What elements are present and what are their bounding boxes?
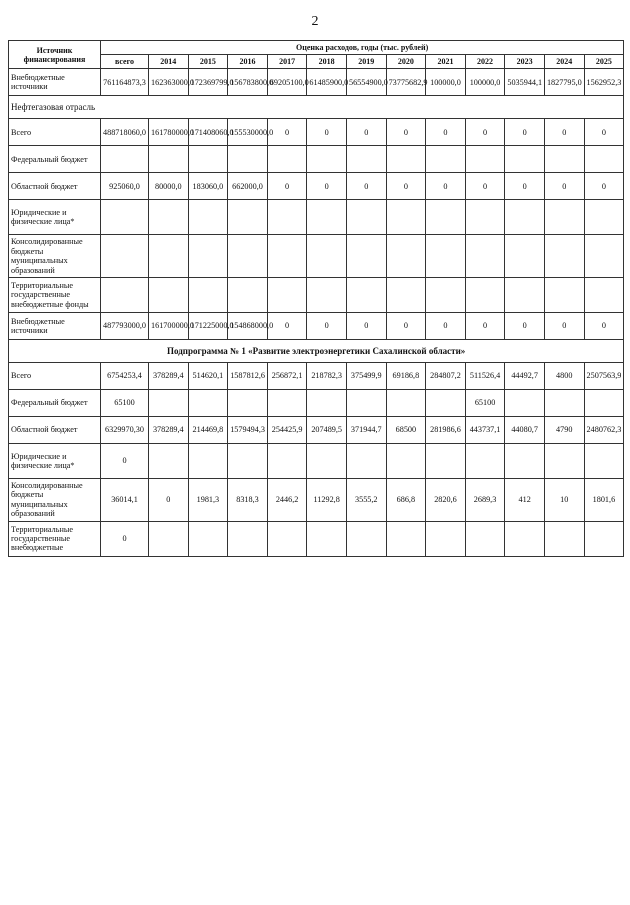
table-body xyxy=(9,69,624,556)
row-year-cell: 183060,0 xyxy=(188,173,228,200)
row-year-cell xyxy=(505,278,545,313)
row-year-cell: 284807,2 xyxy=(426,363,466,390)
row-year-cell xyxy=(149,278,189,313)
row-year-cell xyxy=(386,390,426,417)
row-year-cell: 61485900,0 xyxy=(307,69,347,96)
row-year-cell: 0 xyxy=(386,119,426,146)
row-year-cell xyxy=(465,146,505,173)
row-total-cell: 487793000,0 xyxy=(101,313,149,340)
row-year-cell xyxy=(386,200,426,235)
row-year-cell xyxy=(267,278,307,313)
row-year-cell xyxy=(584,235,624,278)
row-year-cell xyxy=(307,278,347,313)
row-source: Всего xyxy=(9,119,101,146)
row-year-cell xyxy=(307,390,347,417)
row-total-cell: 6329970,30 xyxy=(101,417,149,444)
table-row xyxy=(9,119,624,146)
row-source: Юридические и физические лица* xyxy=(9,444,101,479)
section-title: Нефтегазовая отрасль xyxy=(9,96,624,119)
row-year-cell xyxy=(188,200,228,235)
table-row xyxy=(9,390,624,417)
row-year-cell xyxy=(307,444,347,479)
row-year-cell xyxy=(544,521,584,556)
row-year-cell: 0 xyxy=(267,313,307,340)
header-source: Источник финансирования xyxy=(9,41,101,69)
row-year-cell xyxy=(505,200,545,235)
row-year-cell: 2446,2 xyxy=(267,479,307,522)
row-year-cell xyxy=(149,521,189,556)
row-year-cell xyxy=(188,278,228,313)
row-year-cell: 0 xyxy=(544,119,584,146)
row-year-cell xyxy=(426,278,466,313)
row-year-cell: 65100 xyxy=(465,390,505,417)
row-year-cell xyxy=(307,235,347,278)
section-row xyxy=(9,340,624,363)
table-row xyxy=(9,444,624,479)
row-year-cell xyxy=(505,235,545,278)
row-year-cell: 0 xyxy=(584,313,624,340)
row-year-cell xyxy=(188,235,228,278)
row-year-cell xyxy=(386,235,426,278)
row-year-cell xyxy=(505,146,545,173)
header-year: 2025 xyxy=(584,55,624,69)
row-year-cell xyxy=(228,200,268,235)
table-row xyxy=(9,417,624,444)
header-year: 2018 xyxy=(307,55,347,69)
header-year: 2014 xyxy=(149,55,189,69)
table-row xyxy=(9,235,624,278)
row-year-cell xyxy=(228,278,268,313)
row-total-cell xyxy=(101,278,149,313)
header-year: 2016 xyxy=(228,55,268,69)
row-year-cell xyxy=(307,200,347,235)
row-year-cell xyxy=(584,521,624,556)
row-year-cell: 256872,1 xyxy=(267,363,307,390)
row-year-cell: 56554900,0 xyxy=(346,69,386,96)
row-year-cell xyxy=(228,444,268,479)
row-year-cell: 10 xyxy=(544,479,584,522)
row-year-cell xyxy=(149,200,189,235)
row-year-cell xyxy=(584,200,624,235)
row-total-cell: 6754253,4 xyxy=(101,363,149,390)
row-year-cell: 156783800,0 xyxy=(228,69,268,96)
table-header xyxy=(9,41,624,69)
row-year-cell xyxy=(149,146,189,173)
row-year-cell xyxy=(544,146,584,173)
row-year-cell xyxy=(346,278,386,313)
row-year-cell: 662000,0 xyxy=(228,173,268,200)
row-year-cell: 162363000,0 xyxy=(149,69,189,96)
row-year-cell: 171225000,0 xyxy=(188,313,228,340)
row-year-cell: 161700000,0 xyxy=(149,313,189,340)
row-year-cell xyxy=(465,200,505,235)
row-total-cell xyxy=(101,146,149,173)
row-year-cell: 155530000,0 xyxy=(228,119,268,146)
row-year-cell: 0 xyxy=(307,173,347,200)
row-year-cell xyxy=(426,200,466,235)
row-year-cell: 1579494,3 xyxy=(228,417,268,444)
row-year-cell: 44492,7 xyxy=(505,363,545,390)
table-row xyxy=(9,69,624,96)
row-year-cell xyxy=(505,390,545,417)
row-year-cell xyxy=(584,390,624,417)
row-year-cell: 218782,3 xyxy=(307,363,347,390)
row-year-cell: 412 xyxy=(505,479,545,522)
row-year-cell xyxy=(426,146,466,173)
row-year-cell xyxy=(544,444,584,479)
row-year-cell: 0 xyxy=(307,119,347,146)
row-year-cell xyxy=(505,521,545,556)
row-source: Федеральный бюджет xyxy=(9,146,101,173)
row-year-cell: 172369799,0 xyxy=(188,69,228,96)
row-year-cell: 0 xyxy=(465,313,505,340)
row-year-cell xyxy=(465,521,505,556)
row-year-cell: 0 xyxy=(426,173,466,200)
row-year-cell: 80000,0 xyxy=(149,173,189,200)
row-year-cell: 69205100,0 xyxy=(267,69,307,96)
row-year-cell: 0 xyxy=(505,173,545,200)
row-year-cell: 68500 xyxy=(386,417,426,444)
row-year-cell xyxy=(228,521,268,556)
row-year-cell xyxy=(386,444,426,479)
table-row xyxy=(9,521,624,556)
row-year-cell: 511526,4 xyxy=(465,363,505,390)
section-title: Подпрограмма № 1 «Развитие электроэнергетики Сахалинской области» xyxy=(9,340,624,363)
row-year-cell: 0 xyxy=(544,173,584,200)
row-year-cell xyxy=(386,521,426,556)
row-total-cell: 0 xyxy=(101,521,149,556)
row-year-cell xyxy=(188,444,228,479)
row-source: Юридические и физические лица* xyxy=(9,200,101,235)
row-year-cell xyxy=(188,146,228,173)
header-year: 2021 xyxy=(426,55,466,69)
row-year-cell xyxy=(465,278,505,313)
section-row xyxy=(9,96,624,119)
row-year-cell xyxy=(465,235,505,278)
row-year-cell: 0 xyxy=(346,119,386,146)
row-year-cell xyxy=(267,390,307,417)
row-year-cell: 443737,1 xyxy=(465,417,505,444)
table-row xyxy=(9,173,624,200)
row-total-cell: 65100 xyxy=(101,390,149,417)
table-row xyxy=(9,363,624,390)
row-year-cell: 378289,4 xyxy=(149,417,189,444)
row-year-cell: 2507563,9 xyxy=(584,363,624,390)
row-year-cell: 69186,8 xyxy=(386,363,426,390)
row-year-cell xyxy=(346,390,386,417)
row-source: Территориальные государственные внебюджетные фонды xyxy=(9,278,101,313)
row-year-cell: 0 xyxy=(426,313,466,340)
row-year-cell: 0 xyxy=(465,173,505,200)
row-year-cell: 1587812,6 xyxy=(228,363,268,390)
row-year-cell: 171408060,0 xyxy=(188,119,228,146)
header-year: 2019 xyxy=(346,55,386,69)
row-year-cell xyxy=(228,146,268,173)
row-year-cell: 1801,6 xyxy=(584,479,624,522)
table-row xyxy=(9,479,624,522)
row-year-cell xyxy=(346,444,386,479)
financing-table xyxy=(8,40,624,557)
row-year-cell xyxy=(188,390,228,417)
row-year-cell xyxy=(544,278,584,313)
row-year-cell: 0 xyxy=(346,173,386,200)
row-year-cell xyxy=(346,146,386,173)
table-row xyxy=(9,313,624,340)
row-year-cell: 254425,9 xyxy=(267,417,307,444)
row-total-cell: 0 xyxy=(101,444,149,479)
row-year-cell: 73775682,9 xyxy=(386,69,426,96)
row-year-cell xyxy=(426,521,466,556)
row-year-cell: 2689,3 xyxy=(465,479,505,522)
row-year-cell: 100000,0 xyxy=(426,69,466,96)
row-year-cell: 4800 xyxy=(544,363,584,390)
row-year-cell xyxy=(188,521,228,556)
row-year-cell xyxy=(346,521,386,556)
row-year-cell: 207489,5 xyxy=(307,417,347,444)
row-year-cell xyxy=(149,390,189,417)
row-year-cell: 371944,7 xyxy=(346,417,386,444)
row-year-cell: 1827795,0 xyxy=(544,69,584,96)
row-year-cell: 44080,7 xyxy=(505,417,545,444)
row-year-cell: 0 xyxy=(267,173,307,200)
row-year-cell: 0 xyxy=(426,119,466,146)
row-source: Областной бюджет xyxy=(9,173,101,200)
row-year-cell xyxy=(544,200,584,235)
page-number: 2 xyxy=(311,14,319,29)
row-year-cell: 686,8 xyxy=(386,479,426,522)
row-year-cell: 154868000,0 xyxy=(228,313,268,340)
row-year-cell: 214469,8 xyxy=(188,417,228,444)
header-year: 2017 xyxy=(267,55,307,69)
row-year-cell xyxy=(346,235,386,278)
row-year-cell xyxy=(426,444,466,479)
row-year-cell xyxy=(149,444,189,479)
row-year-cell xyxy=(544,390,584,417)
row-year-cell: 2480762,3 xyxy=(584,417,624,444)
row-year-cell: 0 xyxy=(267,119,307,146)
row-total-cell xyxy=(101,200,149,235)
row-year-cell: 0 xyxy=(505,313,545,340)
row-year-cell: 1562952,3 xyxy=(584,69,624,96)
row-year-cell xyxy=(307,521,347,556)
row-year-cell xyxy=(267,235,307,278)
row-total-cell: 761164873,3 xyxy=(101,69,149,96)
row-year-cell xyxy=(267,200,307,235)
row-year-cell: 0 xyxy=(346,313,386,340)
row-year-cell xyxy=(544,235,584,278)
row-year-cell: 281986,6 xyxy=(426,417,466,444)
header-total: всего xyxy=(101,55,149,69)
row-source: Консолидированные бюджеты муниципальных образований xyxy=(9,235,101,278)
row-year-cell: 0 xyxy=(386,313,426,340)
row-year-cell xyxy=(267,521,307,556)
row-year-cell: 375499,9 xyxy=(346,363,386,390)
header-row-years xyxy=(9,55,624,69)
row-year-cell xyxy=(346,200,386,235)
row-total-cell: 488718060,0 xyxy=(101,119,149,146)
row-year-cell: 0 xyxy=(465,119,505,146)
row-year-cell xyxy=(465,444,505,479)
row-year-cell xyxy=(584,278,624,313)
row-year-cell xyxy=(426,235,466,278)
row-total-cell: 36014,1 xyxy=(101,479,149,522)
row-year-cell: 378289,4 xyxy=(149,363,189,390)
row-year-cell: 2820,6 xyxy=(426,479,466,522)
row-year-cell: 4790 xyxy=(544,417,584,444)
row-year-cell xyxy=(584,146,624,173)
header-year: 2023 xyxy=(505,55,545,69)
row-source: Консолидированные бюджеты муниципальных образований xyxy=(9,479,101,522)
header-year: 2015 xyxy=(188,55,228,69)
row-year-cell xyxy=(307,146,347,173)
row-year-cell: 5035944,1 xyxy=(505,69,545,96)
row-year-cell xyxy=(584,444,624,479)
row-year-cell: 3555,2 xyxy=(346,479,386,522)
row-year-cell: 0 xyxy=(584,173,624,200)
row-year-cell xyxy=(386,278,426,313)
row-year-cell: 8318,3 xyxy=(228,479,268,522)
header-year: 2022 xyxy=(465,55,505,69)
row-source: Всего xyxy=(9,363,101,390)
row-year-cell xyxy=(228,390,268,417)
table-row xyxy=(9,278,624,313)
financing-table-frame xyxy=(8,40,622,557)
table-row xyxy=(9,200,624,235)
row-year-cell xyxy=(267,444,307,479)
row-year-cell: 0 xyxy=(584,119,624,146)
header-year: 2020 xyxy=(386,55,426,69)
table-row xyxy=(9,146,624,173)
row-year-cell xyxy=(149,235,189,278)
row-year-cell: 0 xyxy=(149,479,189,522)
row-year-cell: 1981,3 xyxy=(188,479,228,522)
row-source: Территориальные государственные внебюджетные xyxy=(9,521,101,556)
row-year-cell xyxy=(386,146,426,173)
header-year: 2024 xyxy=(544,55,584,69)
header-estimate: Оценка расходов, годы (тыс. рублей) xyxy=(101,41,624,55)
row-year-cell xyxy=(426,390,466,417)
row-source: Областной бюджет xyxy=(9,417,101,444)
row-source: Федеральный бюджет xyxy=(9,390,101,417)
row-year-cell: 100000,0 xyxy=(465,69,505,96)
row-year-cell: 0 xyxy=(505,119,545,146)
row-year-cell: 11292,8 xyxy=(307,479,347,522)
header-row-top xyxy=(9,41,624,55)
row-year-cell xyxy=(228,235,268,278)
row-total-cell: 925060,0 xyxy=(101,173,149,200)
row-source: Внебюджетные источники xyxy=(9,69,101,96)
row-year-cell: 161780000,0 xyxy=(149,119,189,146)
row-year-cell xyxy=(505,444,545,479)
row-source: Внебюджетные источники xyxy=(9,313,101,340)
row-year-cell: 0 xyxy=(544,313,584,340)
row-year-cell: 0 xyxy=(386,173,426,200)
row-year-cell: 514620,1 xyxy=(188,363,228,390)
row-year-cell xyxy=(267,146,307,173)
row-total-cell xyxy=(101,235,149,278)
row-year-cell: 0 xyxy=(307,313,347,340)
